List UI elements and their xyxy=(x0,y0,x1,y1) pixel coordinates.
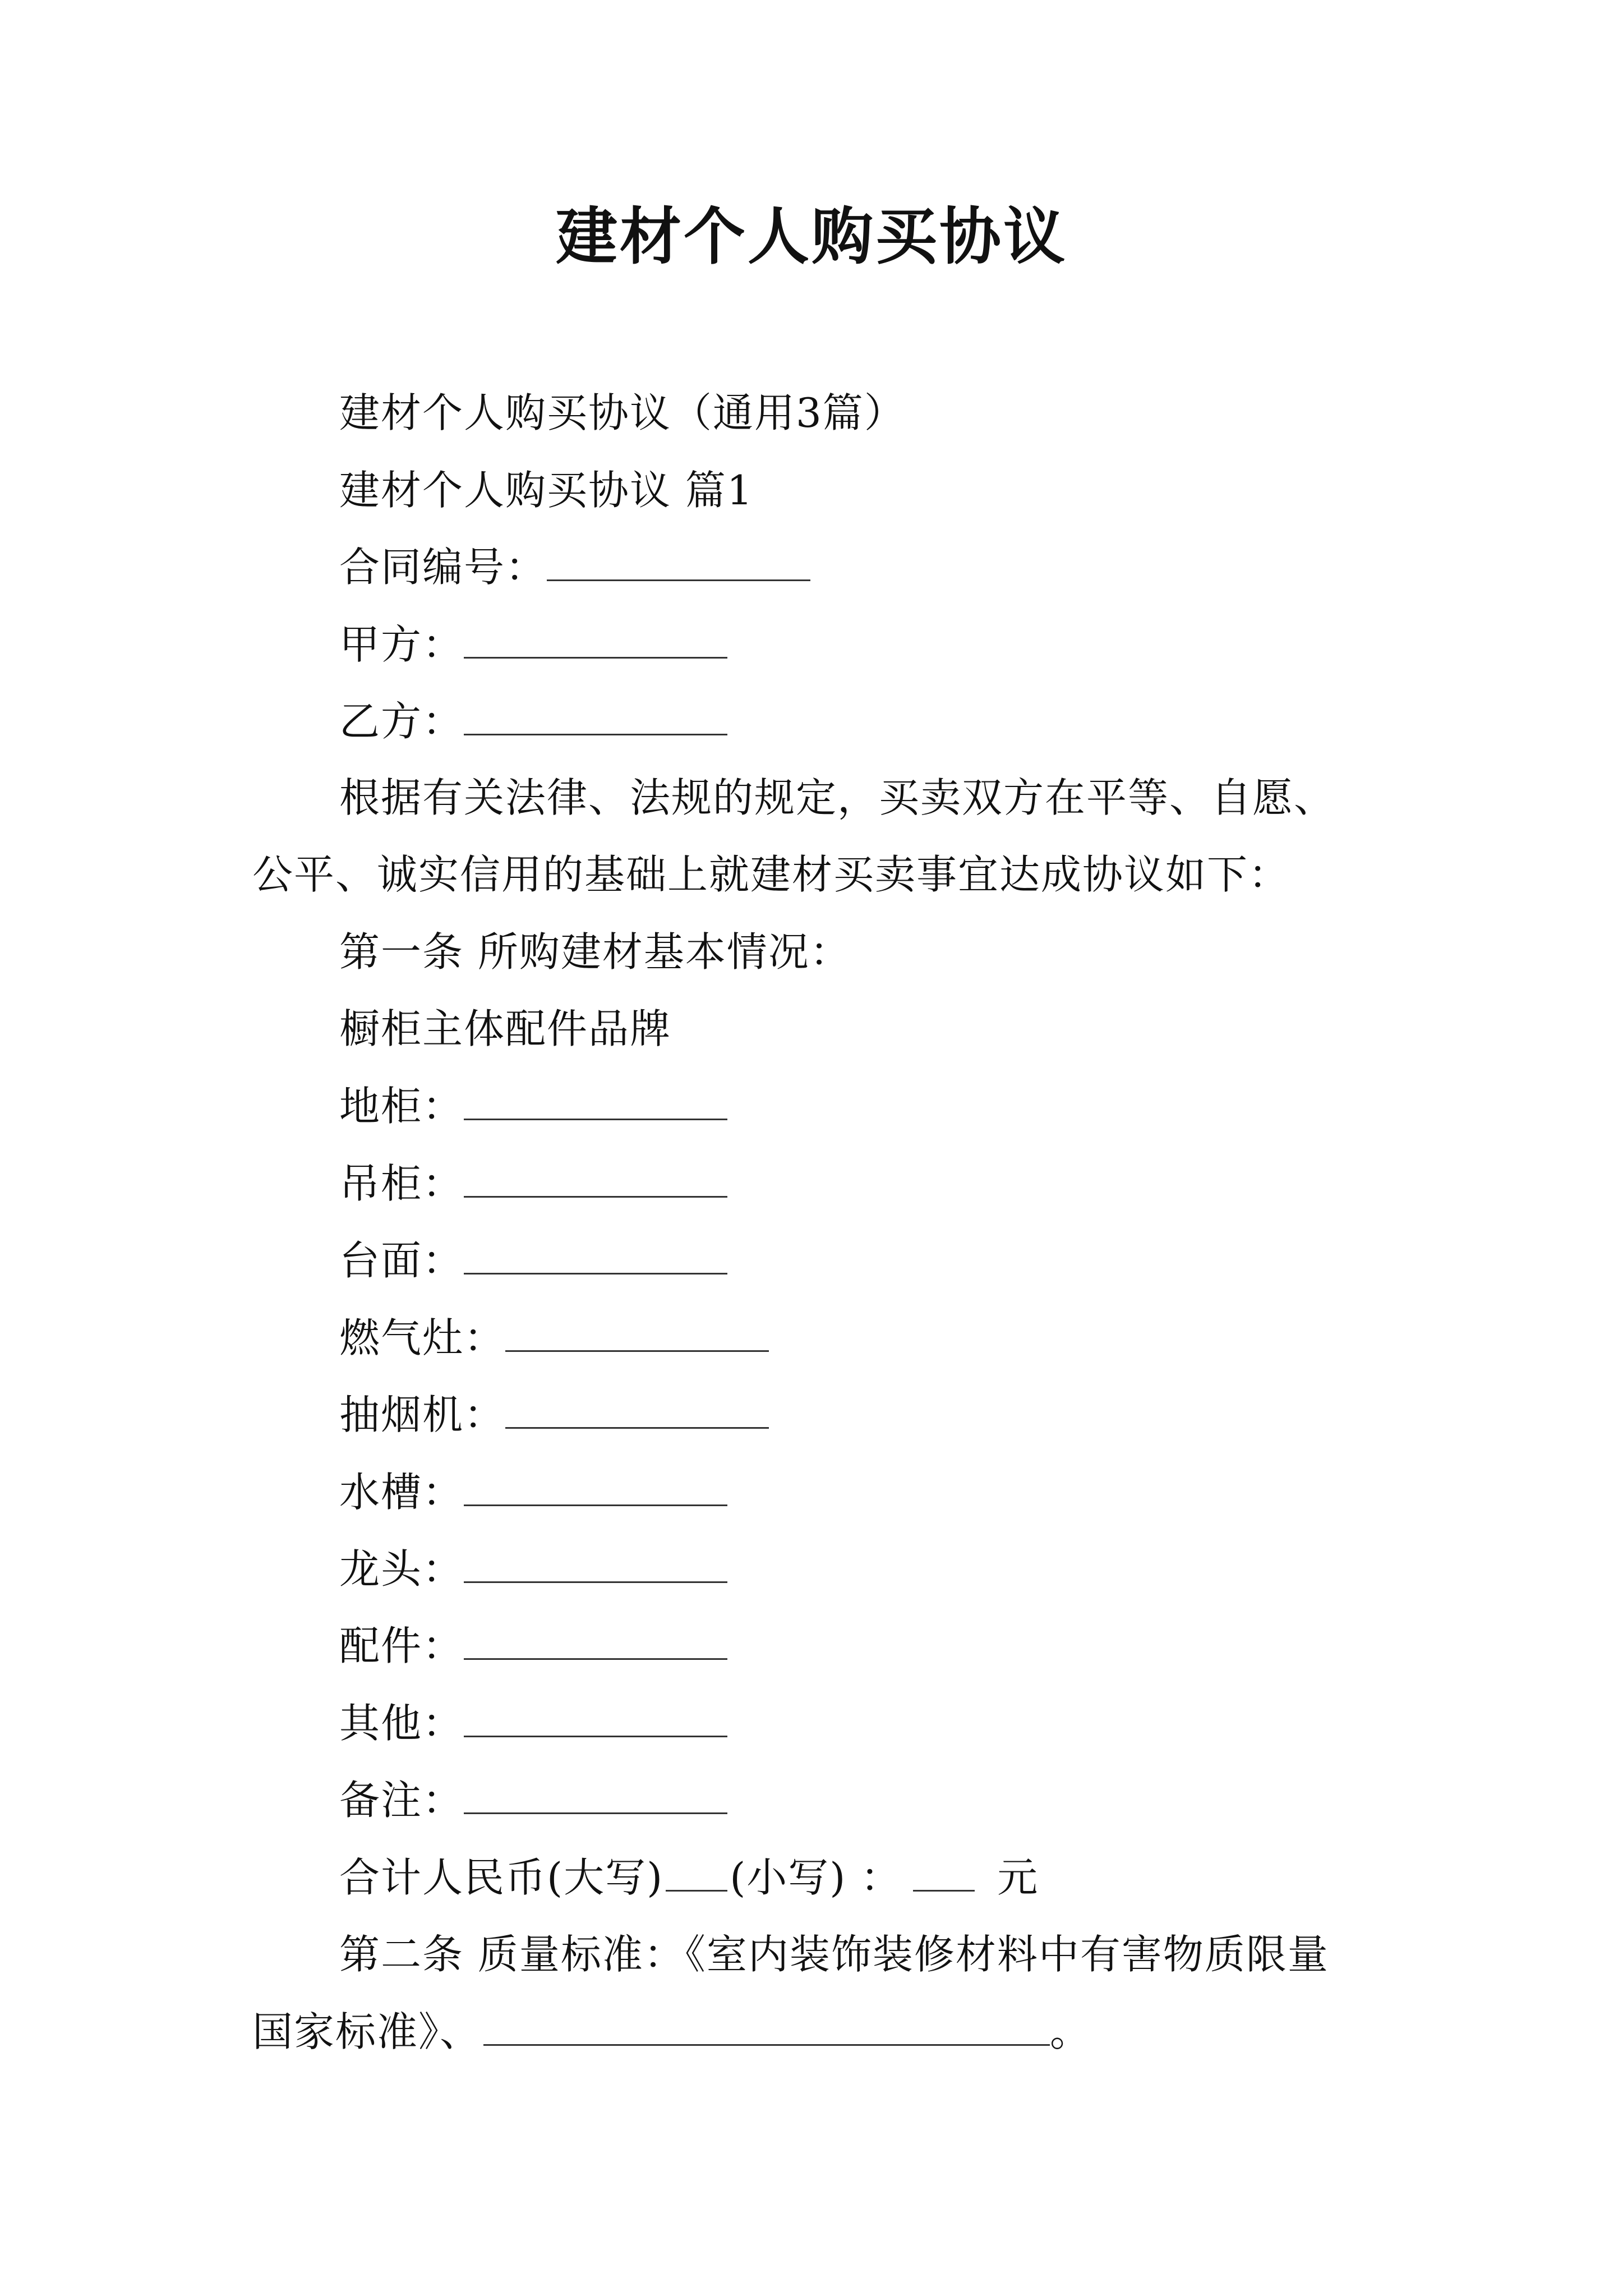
party-b-blank xyxy=(464,694,727,735)
item-label: 备注： xyxy=(339,1777,464,1824)
party-a-row xyxy=(339,618,727,671)
item-row xyxy=(339,1542,727,1596)
item-blank xyxy=(464,1696,727,1737)
item-row xyxy=(339,1234,727,1287)
item-label: 龙头： xyxy=(339,1545,464,1593)
total-amount-row xyxy=(339,1851,1039,1904)
total-unit: 元 xyxy=(997,1854,1039,1901)
cabinet-brand-heading: 橱柜主体配件品牌 xyxy=(339,1005,672,1052)
item-blank xyxy=(464,1079,727,1120)
article-2-blank xyxy=(483,2005,1050,2046)
item-label: 燃气灶： xyxy=(339,1314,506,1361)
item-label: 其他： xyxy=(339,1700,464,1747)
document-subtitle: 建材个人购买协议（通用3篇） xyxy=(339,389,906,436)
article-2-line-1: 第二条 质量标准：《室内装饰装修材料中有害物质限量 xyxy=(339,1931,1329,1978)
item-blank xyxy=(464,1157,727,1198)
contract-number-blank xyxy=(547,540,810,581)
intro-paragraph-line-2: 公平、诚实信用的基础上就建材买卖事宜达成协议如下： xyxy=(252,851,1290,898)
item-blank xyxy=(505,1311,769,1352)
article-2-prefix: 国家标准》、 xyxy=(252,2008,482,2055)
item-row xyxy=(339,1619,727,1673)
contract-number-label: 合同编号： xyxy=(339,544,547,591)
item-blank xyxy=(464,1234,727,1274)
item-label: 台面： xyxy=(339,1237,464,1284)
item-blank xyxy=(464,1773,727,1814)
party-b-row xyxy=(339,694,727,748)
item-blank xyxy=(464,1542,727,1583)
item-row xyxy=(339,1311,769,1365)
item-row xyxy=(339,1696,727,1750)
party-a-blank xyxy=(464,618,727,659)
item-blank xyxy=(505,1388,769,1429)
item-row xyxy=(339,1388,769,1442)
item-row xyxy=(339,1773,727,1827)
item-label: 水槽： xyxy=(339,1469,464,1516)
total-lowercase-blank xyxy=(913,1851,975,1892)
article-2-suffix: 。 xyxy=(1050,2008,1092,2055)
item-label: 抽烟机： xyxy=(339,1391,506,1438)
item-label: 地柜： xyxy=(339,1083,464,1130)
item-label: 配件： xyxy=(339,1622,464,1669)
item-row xyxy=(339,1465,727,1519)
item-row xyxy=(339,1157,727,1211)
total-middle: (小写) ： xyxy=(730,1854,902,1901)
article-2-line-2 xyxy=(252,2005,1091,2059)
part-heading: 建材个人购买协议 篇1 xyxy=(339,467,754,514)
party-a-label: 甲方： xyxy=(339,621,464,668)
item-label: 吊柜： xyxy=(339,1160,464,1207)
intro-paragraph-line-1: 根据有关法律、法规的规定，买卖双方在平等、自愿、 xyxy=(339,774,1336,821)
total-uppercase-blank xyxy=(666,1851,727,1892)
article-1-heading: 第一条 所购建材基本情况： xyxy=(339,928,851,976)
item-row xyxy=(339,1079,727,1133)
contract-number-row xyxy=(339,540,810,594)
total-prefix: 合计人民币(大写) xyxy=(339,1854,664,1901)
party-b-label: 乙方： xyxy=(339,698,464,745)
page-title: 建材个人购买协议 xyxy=(556,201,1067,273)
item-blank xyxy=(464,1465,727,1506)
item-blank xyxy=(464,1619,727,1660)
